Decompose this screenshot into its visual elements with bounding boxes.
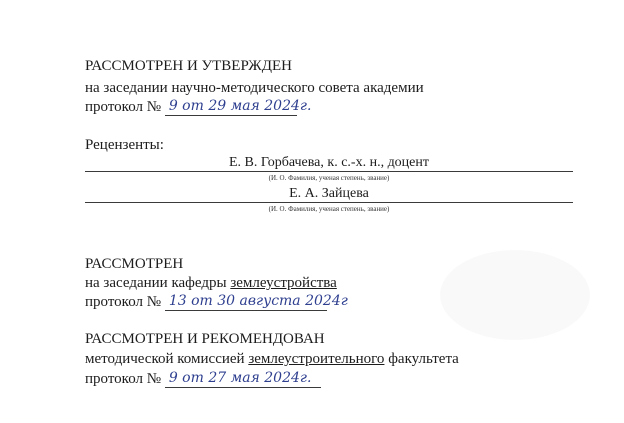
reviewer-2-name: Е. А. Зайцева (289, 186, 369, 201)
reviewers-label: Рецензенты: (85, 137, 164, 153)
department-heading: РАССМОТРЕН (85, 256, 184, 272)
reviewer-1-line (85, 171, 573, 172)
handwritten-protocol: 9 от 27 мая 2024г. (168, 370, 312, 386)
commission-subtitle (85, 350, 459, 368)
approval-heading: РАССМОТРЕН И УТВЕРЖДЕН (85, 58, 292, 74)
reviewer-1-caption: (И. О. Фамилия, ученая степень, звание) (268, 174, 390, 182)
commission-suffix: факультета (388, 351, 459, 367)
commission-protocol (85, 370, 321, 388)
approval-subtitle: на заседании научно-методического совета академии (85, 80, 424, 96)
protocol-label: протокол № (85, 294, 162, 310)
department-name: землеустройства (230, 275, 337, 291)
protocol-fill-line (165, 293, 348, 311)
commission-prefix: методической комиссией (85, 351, 245, 367)
protocol-fill-line (165, 98, 312, 116)
faculty-name: землеустроительного (248, 351, 385, 367)
commission-heading: РАССМОТРЕН И РЕКОМЕНДОВАН (85, 331, 325, 347)
scan-shadow (440, 250, 590, 340)
reviewer-1-name: Е. В. Горбачева, к. с.-х. н., доцент (228, 155, 430, 170)
department-prefix: на заседании кафедры (85, 275, 227, 291)
reviewer-2-caption: (И. О. Фамилия, ученая степень, звание) (268, 205, 390, 213)
protocol-label: протокол № (85, 99, 162, 115)
reviewer-2-line (85, 202, 573, 203)
handwritten-protocol: 9 от 29 мая 2024г. (168, 98, 312, 114)
approval-protocol (85, 98, 312, 116)
protocol-label: протокол № (85, 371, 162, 387)
protocol-fill-line (165, 371, 321, 388)
handwritten-protocol: 13 от 30 августа 2024г (168, 293, 348, 309)
department-protocol (85, 293, 348, 311)
department-subtitle (85, 274, 337, 292)
